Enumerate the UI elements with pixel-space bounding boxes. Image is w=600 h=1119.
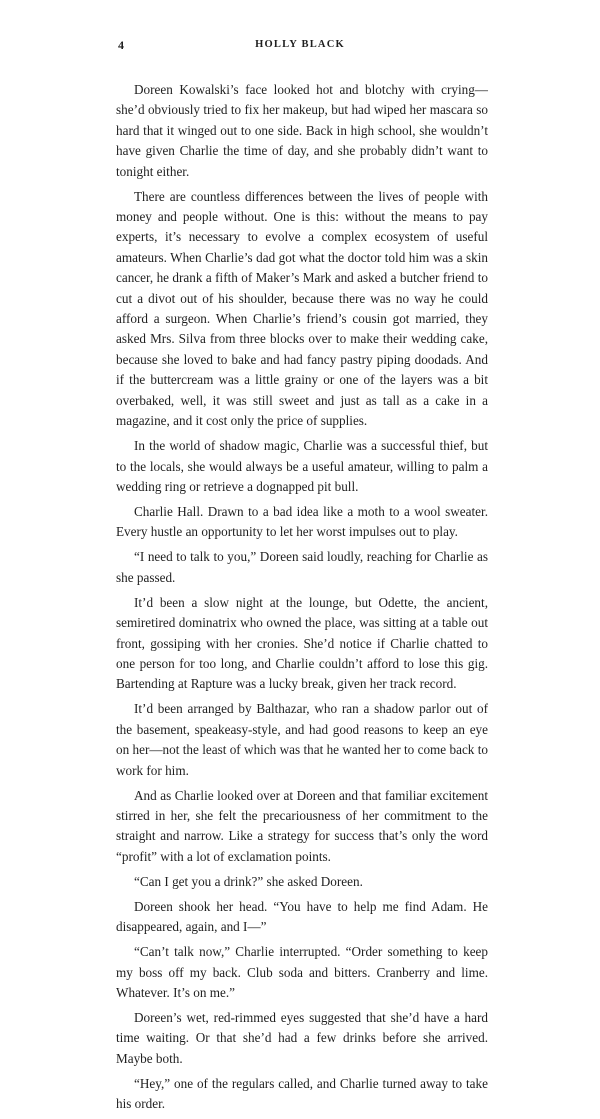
paragraph: “I need to talk to you,” Doreen said loudly, reaching for Charlie as she passed. <box>116 549 488 585</box>
paragraph: It’d been arranged by Balthazar, who ran a shadow parlor out of the basement, speakeasy-style, and had good reasons to keep an eye on her—not the least of which was that he wanted her to come back to work for him. <box>116 701 488 778</box>
paragraph: Doreen Kowalski’s face looked hot and blotchy with crying—she’d obviously tried to fix her makeup, but had wiped her mascara so hard that it winged out to one side. Back in high school, she wouldn’t have given Charlie the time of day, and she probably didn’t want to tonight either. <box>116 82 488 179</box>
body-text <box>116 80 488 1119</box>
page-number: 4 <box>118 38 124 52</box>
paragraph: It’d been a slow night at the lounge, but Odette, the ancient, semiretired dominatrix who owned the place, was sitting at a table out front, gossiping with her cronies. She’d notice if Charlie chatted to one person for too long, and Charlie couldn’t afford to lose this gig. Bartending at Rapture was a lucky break, given her track record. <box>116 594 488 692</box>
paragraph: Doreen’s wet, red-rimmed eyes suggested that she’d have a hard time waiting. Or that she’d had a few drinks before she arrived. Maybe both. <box>116 1010 488 1066</box>
running-head-author: HOLLY BLACK <box>255 39 345 50</box>
paragraph: “Can’t talk now,” Charlie interrupted. “Order something to keep my boss off my back. Club soda and bitters. Cranberry and lime. Whatever. It’s on me.” <box>116 944 488 1000</box>
paragraph: Doreen shook her head. “You have to help me find Adam. He disappeared, again, and I—” <box>116 898 488 935</box>
paragraph: And as Charlie looked over at Doreen and that familiar excitement stirred in her, she felt the precariousness of her commitment to the straight and narrow. Like a strategy for success that’s only the word “profit” with a lot of exclamation points. <box>116 787 488 864</box>
paragraph: “Hey,” one of the regulars called, and Charlie turned away to take his order. <box>116 1075 488 1112</box>
paragraph: Charlie Hall. Drawn to a bad idea like a moth to a wool sweater. Every hustle an opportunity to let her worst impulses out to play. <box>116 503 488 540</box>
page-header <box>118 37 482 53</box>
paragraph: In the world of shadow magic, Charlie was a successful thief, but to the locals, she would always be a useful amateur, willing to palm a wedding ring or retrieve a dognapped pit bull. <box>116 438 488 494</box>
paragraph: There are countless differences between the lives of people with money and people without. One is this: without the means to pay experts, it’s necessary to evolve a complex ecosystem of useful amateurs. When Charlie’s dad got what the doctor told him was a skin cancer, he drank a fifth of Maker’s Mark and asked a butcher friend to cut a divot out of his shoulder, because there was no way he could afford a surgeon. When Charlie’s friend’s cousin got married, they asked Mrs. Silva from three blocks over to make their wedding cake, because she loved to bake and had fancy pastry piping doodads. And if the buttercream was a little grainy or one of the layers was a bit overbaked, well, it was still sweet and just as tall as a cake in a magazine, and it cost only the price of supplies. <box>116 188 488 429</box>
paragraph: “Can I get you a drink?” she asked Doreen. <box>134 873 363 889</box>
